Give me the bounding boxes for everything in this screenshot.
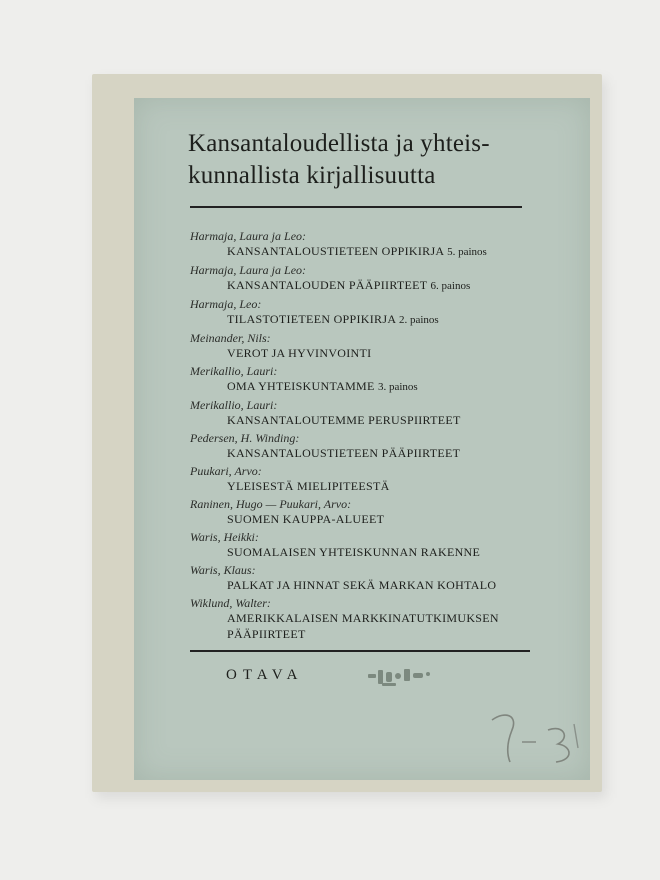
book-title: KANSANTALOUSTIETEEN OPPIKIRJA [227, 244, 444, 258]
book-title-line [190, 478, 540, 494]
book-edition: 5. painos [447, 246, 487, 258]
book-title: VEROT JA HYVINVOINTI [227, 346, 372, 360]
book-title: SUOMALAISEN YHTEISKUNNAN RAKENNE [227, 545, 481, 559]
book-author: Merikallio, Lauri: [190, 398, 278, 412]
book-title: OMA YHTEISKUNTAMME [227, 379, 375, 393]
book-author: Pedersen, H. Winding: [190, 431, 300, 445]
book-entry [190, 297, 540, 328]
book-title: SUOMEN KAUPPA-ALUEET [227, 512, 385, 526]
book-title-line [190, 345, 540, 361]
book-title-continued: PÄÄPIIRTEET [227, 627, 306, 641]
book-edition: 2. painos [398, 314, 439, 326]
book-entry [190, 563, 540, 593]
book-author: Wiklund, Walter: [190, 596, 271, 610]
book-title-line [190, 445, 540, 461]
book-title: KANSANTALOUSTIETEEN PÄÄPIIRTEET [227, 446, 461, 460]
book-title-line [190, 311, 540, 328]
book-title-line [190, 511, 540, 527]
book-author: Harmaja, Laura ja Leo: [190, 229, 307, 243]
publisher-name: OTAVA [226, 667, 304, 683]
book-entry [190, 263, 540, 294]
book-entry [190, 464, 540, 494]
top-divider [190, 206, 522, 208]
book-entry [190, 331, 540, 361]
book-author: Merikallio, Lauri: [190, 364, 278, 378]
book-title: TILASTOTIETEEN OPPIKIRJA [227, 312, 396, 326]
cover-title [188, 128, 548, 192]
book-entry [190, 431, 540, 461]
book-title: YLEISESTÄ MIELIPITEESTÄ [227, 479, 390, 493]
book-author: Puukari, Arvo: [190, 464, 262, 478]
book-author: Waris, Heikki: [190, 530, 259, 544]
book-author: Raninen, Hugo — Puukari, Arvo: [190, 497, 352, 511]
cover-title-line-1: Kansantaloudellista ja yhteis- [188, 130, 490, 157]
book-edition: 6. painos [430, 280, 471, 292]
book-edition: 3. painos [377, 381, 418, 393]
book-title-line [190, 378, 540, 395]
book-entry [190, 398, 540, 428]
book-title: PALKAT JA HINNAT SEKÄ MARKAN KOHTALO [227, 578, 497, 592]
book-author: Meinander, Nils: [190, 331, 271, 345]
book-title-line [190, 243, 540, 260]
book-author: Harmaja, Leo: [190, 297, 262, 311]
book-author: Harmaja, Laura ja Leo: [190, 263, 307, 277]
book-title: KANSANTALOUTEMME PERUSPIIRTEET [227, 413, 461, 427]
book-title-line [190, 277, 540, 294]
book-title: AMERIKKALAISEN MARKKINATUTKIMUKSEN [227, 611, 499, 625]
book-title: KANSANTALOUDEN PÄÄPIIRTEET [227, 278, 428, 292]
book-title-line [190, 544, 540, 560]
book-title-line [190, 626, 540, 642]
book-entry [190, 229, 540, 260]
book-list [190, 229, 540, 645]
book-author: Waris, Klaus: [190, 563, 256, 577]
book-title-line [190, 610, 540, 626]
book-entry [190, 364, 540, 395]
book-entry [190, 497, 540, 527]
library-stamp-icon [366, 664, 436, 692]
bottom-divider [190, 650, 530, 652]
cover-title-line-2: kunnallista kirjallisuutta [188, 162, 436, 189]
pencil-mark-icon [488, 708, 588, 768]
book-entry [190, 530, 540, 560]
book-title-line [190, 577, 540, 593]
book-title-line [190, 412, 540, 428]
book-entry [190, 596, 540, 642]
